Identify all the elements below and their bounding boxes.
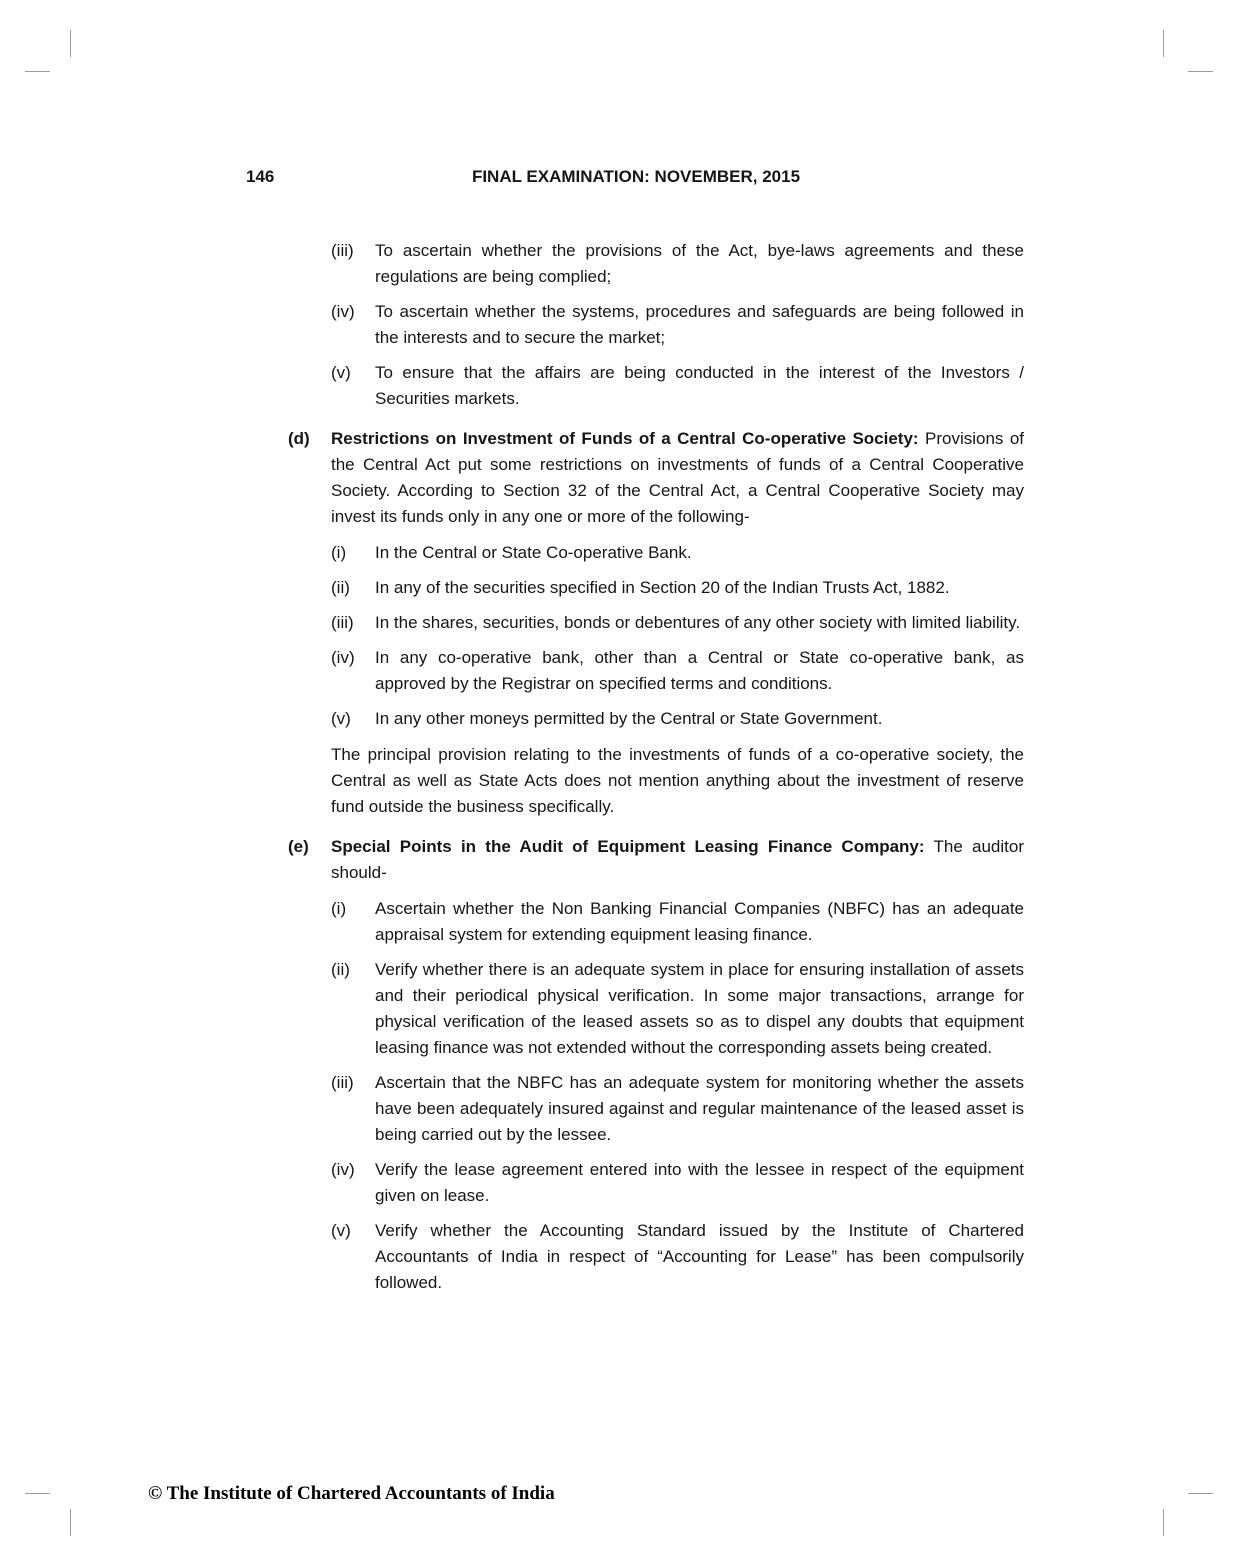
item-text: In any of the securities specified in Section 20 of the Indian Trusts Act, 1882. — [375, 578, 950, 597]
item-number: (iv) — [331, 1160, 355, 1179]
item-text: In any co-operative bank, other than a Central or State co-operative bank, as approved by the Registrar on specified terms and conditions. — [375, 648, 1024, 693]
item-text: Verify the lease agreement entered into with the lessee in respect of the equipment given on lease. — [375, 1160, 1024, 1205]
item-number: (iv) — [331, 648, 355, 667]
crop-mark-bottom-left-horizontal — [25, 1493, 50, 1494]
list-item — [288, 1157, 1024, 1209]
item-text: Ascertain that the NBFC has an adequate system for monitoring whether the assets have been adequately insured against and regular maintenance of the leased asset is being carried out by the lessee. — [375, 1073, 1024, 1144]
section-e-paragraph — [331, 834, 1024, 886]
item-number: (ii) — [331, 578, 350, 597]
section-e-lead: The auditor should- — [331, 837, 1024, 882]
section-e-heading: Special Points in the Audit of Equipment Leasing Finance Company: — [331, 837, 925, 856]
list-item — [288, 575, 1024, 601]
list-item — [288, 299, 1024, 351]
page-number: 146 — [246, 167, 275, 186]
section-e-label: (e) — [288, 837, 309, 856]
list-item — [288, 957, 1024, 1061]
item-number: (iii) — [331, 1073, 354, 1092]
section-d-paragraph — [331, 426, 1024, 530]
item-number: (iii) — [331, 613, 354, 632]
item-number: (iii) — [331, 241, 354, 260]
section-d-lead: Provisions of the Central Act put some restrictions on investments of funds of a Central Cooperative Society. According to Section 32 of the Central Act, a Central Cooperative Society may invest its funds only in any one or more of the following- — [331, 429, 1025, 526]
section-e — [288, 834, 1024, 886]
list-item — [288, 1218, 1024, 1296]
item-text: In the shares, securities, bonds or debentures of any other society with limited liability. — [375, 613, 1021, 632]
list-item — [288, 610, 1024, 636]
section-d-label: (d) — [288, 429, 310, 448]
item-text: To ascertain whether the provisions of the Act, bye-laws agreements and these regulations are being complied; — [375, 241, 1024, 286]
crop-mark-top-left-horizontal — [25, 71, 50, 72]
item-text: In any other moneys permitted by the Central or State Government. — [375, 709, 883, 728]
list-item — [288, 896, 1024, 948]
item-number: (ii) — [331, 960, 350, 979]
list-item — [288, 1070, 1024, 1148]
item-number: (i) — [331, 899, 347, 918]
page-content — [288, 238, 1024, 1305]
item-number: (v) — [331, 709, 351, 728]
item-number: (iv) — [331, 302, 355, 321]
item-number: (v) — [331, 1221, 351, 1240]
item-text: Ascertain whether the Non Banking Financial Companies (NBFC) has an adequate appraisal system for extending equipment leasing finance. — [375, 899, 1024, 944]
item-text: To ensure that the affairs are being conducted in the interest of the Investors / Securities markets. — [375, 363, 1024, 408]
crop-mark-top-right-vertical — [1163, 30, 1164, 57]
copyright-footer: © The Institute of Chartered Accountants of India — [148, 1483, 555, 1504]
item-number: (v) — [331, 363, 351, 382]
item-text: Verify whether the Accounting Standard issued by the Institute of Chartered Accountants of India in respect of “Accounting for Lease” has been compulsorily followed. — [375, 1221, 1024, 1292]
item-text: In the Central or State Co-operative Bank. — [375, 543, 692, 562]
crop-mark-bottom-right-vertical — [1163, 1509, 1164, 1536]
crop-mark-top-left-vertical — [70, 30, 71, 57]
crop-mark-bottom-left-vertical — [70, 1509, 71, 1536]
section-d-heading: Restrictions on Investment of Funds of a Central Co-operative Society: — [331, 429, 919, 448]
crop-mark-top-right-horizontal — [1188, 71, 1213, 72]
crop-mark-bottom-right-horizontal — [1188, 1493, 1213, 1494]
list-item — [288, 645, 1024, 697]
list-item — [288, 706, 1024, 732]
list-item — [288, 238, 1024, 290]
page-header — [246, 167, 1026, 187]
section-d — [288, 426, 1024, 530]
item-number: (i) — [331, 543, 347, 562]
list-item — [288, 360, 1024, 412]
header-title: FINAL EXAMINATION: NOVEMBER, 2015 — [471, 167, 801, 186]
list-item — [288, 540, 1024, 566]
section-d-closing: The principal provision relating to the investments of funds of a co-operative society, the Central as well as State Acts does not mention anything about the investment of reserve fund outside the business specifically. — [331, 745, 1024, 816]
item-text: To ascertain whether the systems, procedures and safeguards are being followed in the interests and to secure the market; — [375, 302, 1024, 347]
item-text: Verify whether there is an adequate system in place for ensuring installation of assets and their periodical physical verification. In some major transactions, arrange for physical verification of the leased assets so as to dispel any doubts that equipment leasing finance was not extended without the corresponding assets being created. — [375, 960, 1024, 1057]
